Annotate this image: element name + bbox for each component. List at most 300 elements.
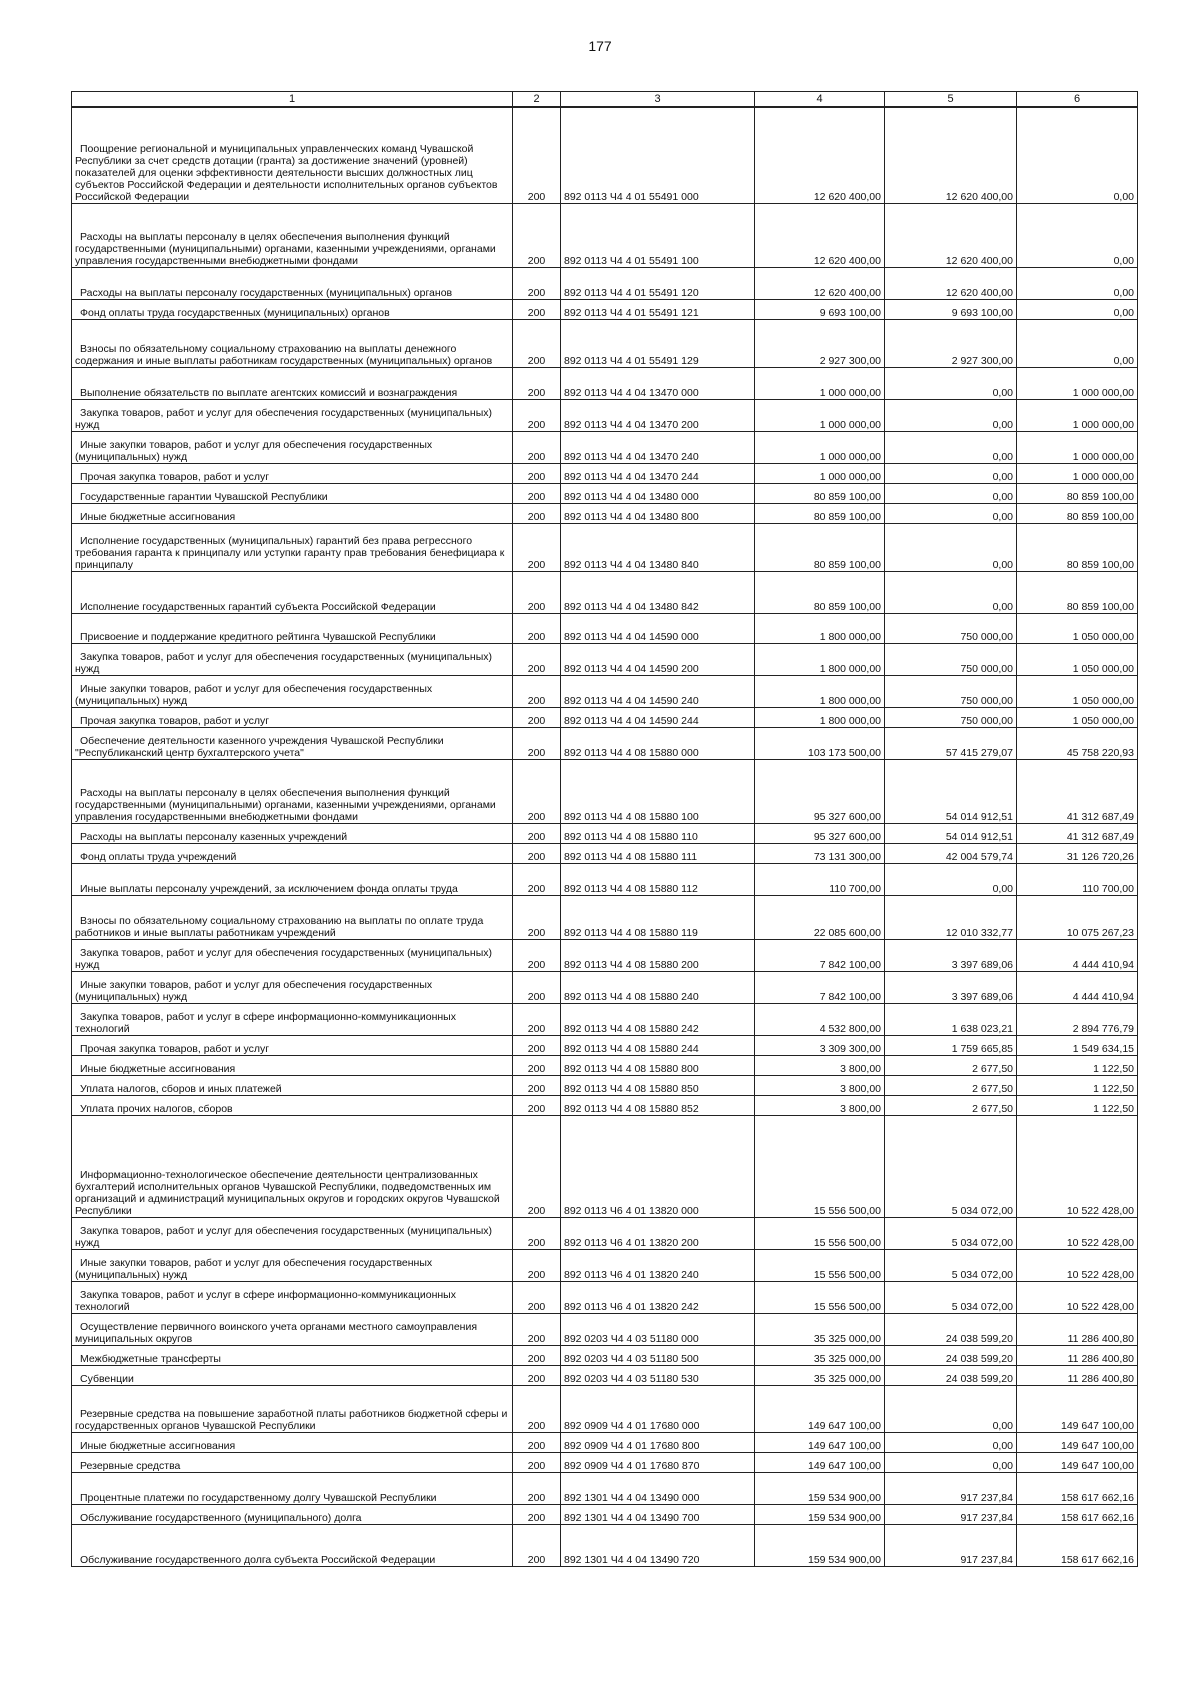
row-code-cell: 200 [513,613,561,643]
row-name-cell [72,299,513,319]
row-name-text: Иные закупки товаров, работ и услуг для обеспечения государственных (муниципальных) нужд [75,682,433,707]
row-remaining-cell: 1 050 000,00 [1017,675,1138,707]
row-kbk-cell: 892 0113 Ч4 4 04 14590 000 [561,613,755,643]
row-name-text: Обеспечение деятельности казенного учреждения Чувашской Республики "Республиканский центр бухгалтерского учета" [75,734,444,759]
row-executed-cell: 750 000,00 [885,675,1017,707]
row-approved-cell: 149 647 100,00 [755,1452,885,1472]
table-row [72,939,1138,971]
row-code-cell: 200 [513,675,561,707]
column-header: 6 [1017,92,1138,108]
row-kbk-cell: 892 0113 Ч4 4 04 13470 000 [561,367,755,399]
row-name-cell [72,107,513,203]
row-code-cell: 200 [513,1115,561,1217]
table-row [72,1524,1138,1566]
row-kbk-cell: 892 0203 Ч4 4 03 51180 500 [561,1345,755,1365]
row-approved-cell: 3 800,00 [755,1055,885,1075]
row-remaining-cell: 1 122,50 [1017,1095,1138,1115]
row-executed-cell: 0,00 [885,463,1017,483]
row-remaining-cell: 80 859 100,00 [1017,523,1138,571]
row-kbk-cell: 892 0113 Ч4 4 08 15880 800 [561,1055,755,1075]
row-name-cell [72,1472,513,1504]
column-header: 3 [561,92,755,108]
table-row [72,1055,1138,1075]
row-remaining-cell: 10 522 428,00 [1017,1249,1138,1281]
row-kbk-cell: 892 0113 Ч4 4 04 13480 000 [561,483,755,503]
column-header: 4 [755,92,885,108]
row-code-cell: 200 [513,319,561,367]
row-approved-cell: 1 000 000,00 [755,399,885,431]
row-kbk-cell: 892 0113 Ч4 4 08 15880 000 [561,727,755,759]
row-approved-cell: 12 620 400,00 [755,203,885,267]
row-remaining-cell: 149 647 100,00 [1017,1385,1138,1432]
row-kbk-cell: 892 0113 Ч6 4 01 13820 240 [561,1249,755,1281]
row-name-cell [72,1345,513,1365]
row-approved-cell: 3 800,00 [755,1095,885,1115]
row-name-text: Исполнение государственных гарантий субъекта Российской Федерации [80,600,436,613]
row-name-text: Закупка товаров, работ и услуг для обеспечения государственных (муниципальных) нужд [75,650,492,675]
row-executed-cell: 0,00 [885,399,1017,431]
row-name-text: Обслуживание государственного долга субъекта Российской Федерации [80,1553,436,1566]
row-code-cell: 200 [513,203,561,267]
row-code-cell: 200 [513,971,561,1003]
row-name-cell [72,643,513,675]
row-approved-cell: 95 327 600,00 [755,823,885,843]
table-row [72,299,1138,319]
row-approved-cell: 7 842 100,00 [755,971,885,1003]
row-executed-cell: 57 415 279,07 [885,727,1017,759]
row-remaining-cell: 80 859 100,00 [1017,571,1138,613]
row-name-text: Иные выплаты персоналу учреждений, за исключением фонда оплаты труда [80,882,458,895]
row-name-cell [72,1385,513,1432]
row-executed-cell: 1 638 023,21 [885,1003,1017,1035]
row-code-cell: 200 [513,1313,561,1345]
table-row [72,523,1138,571]
row-code-cell: 200 [513,895,561,939]
row-executed-cell: 0,00 [885,1452,1017,1472]
row-kbk-cell: 892 0203 Ч4 4 03 51180 530 [561,1365,755,1385]
row-kbk-cell: 892 0113 Ч4 4 08 15880 100 [561,759,755,823]
row-code-cell: 200 [513,843,561,863]
row-remaining-cell: 158 617 662,16 [1017,1524,1138,1566]
row-kbk-cell: 892 0113 Ч4 4 08 15880 850 [561,1075,755,1095]
row-name-text: Выполнение обязательств по выплате агентских комиссий и вознаграждения [80,386,458,399]
row-approved-cell: 3 800,00 [755,1075,885,1095]
row-name-text: Уплата прочих налогов, сборов [80,1102,233,1115]
table-row [72,503,1138,523]
row-kbk-cell: 892 0113 Ч4 4 01 55491 120 [561,267,755,299]
row-code-cell: 200 [513,267,561,299]
row-name-text: Резервные средства на повышение заработной платы работников бюджетной сферы и государственных органов Чувашской Республики [75,1407,508,1432]
row-remaining-cell: 1 122,50 [1017,1055,1138,1075]
row-name-cell [72,707,513,727]
table-row [72,483,1138,503]
row-remaining-cell: 1 549 634,15 [1017,1035,1138,1055]
row-code-cell: 200 [513,1055,561,1075]
row-approved-cell: 80 859 100,00 [755,571,885,613]
row-name-text: Прочая закупка товаров, работ и услуг [80,1042,270,1055]
row-code-cell: 200 [513,571,561,613]
row-name-cell [72,971,513,1003]
table-row [72,675,1138,707]
row-remaining-cell: 10 075 267,23 [1017,895,1138,939]
row-kbk-cell: 892 0113 Ч4 4 01 55491 100 [561,203,755,267]
row-executed-cell: 917 237,84 [885,1472,1017,1504]
row-name-cell [72,1504,513,1524]
row-name-text: Закупка товаров, работ и услуг для обеспечения государственных (муниципальных) нужд [75,946,492,971]
row-name-text: Информационно-технологическое обеспечение деятельности централизованных бухгалтерий исполнительных органов Чувашской Республики, подведомственных им организаций и администраций муниципальных округов и городских округов Чувашской Республики [75,1168,500,1217]
row-name-cell [72,1313,513,1345]
row-name-cell [72,367,513,399]
row-kbk-cell: 892 0113 Ч4 4 04 14590 200 [561,643,755,675]
row-remaining-cell: 4 444 410,94 [1017,971,1138,1003]
row-remaining-cell: 31 126 720,26 [1017,843,1138,863]
table-row [72,107,1138,203]
row-kbk-cell: 892 0909 Ч4 4 01 17680 870 [561,1452,755,1472]
row-executed-cell: 0,00 [885,571,1017,613]
row-kbk-cell: 892 0203 Ч4 4 03 51180 000 [561,1313,755,1345]
table-row [72,843,1138,863]
row-name-text: Фонд оплаты труда государственных (муниципальных) органов [80,306,390,319]
row-name-text: Закупка товаров, работ и услуг в сфере информационно-коммуникационных технологий [75,1010,456,1035]
row-name-cell [72,759,513,823]
row-executed-cell: 0,00 [885,431,1017,463]
row-code-cell: 200 [513,367,561,399]
table-row [72,319,1138,367]
row-remaining-cell: 1 122,50 [1017,1075,1138,1095]
table-header [72,92,1138,108]
row-name-cell [72,503,513,523]
row-kbk-cell: 892 0113 Ч4 4 08 15880 242 [561,1003,755,1035]
row-executed-cell: 2 927 300,00 [885,319,1017,367]
row-approved-cell: 1 000 000,00 [755,367,885,399]
row-remaining-cell: 1 000 000,00 [1017,463,1138,483]
row-name-text: Иные закупки товаров, работ и услуг для обеспечения государственных (муниципальных) нужд [75,438,433,463]
row-name-text: Расходы на выплаты персоналу в целях обеспечения выполнения функций государственными (муниципальными) органами, казенными учреждениями, органами управления государственными внебюджетными фондами [75,230,496,267]
row-code-cell: 200 [513,1385,561,1432]
page-number: 177 [588,38,612,54]
row-name-cell [72,1524,513,1566]
row-kbk-cell: 892 0113 Ч4 4 08 15880 852 [561,1095,755,1115]
row-remaining-cell: 80 859 100,00 [1017,483,1138,503]
row-remaining-cell: 110 700,00 [1017,863,1138,895]
table-row [72,1365,1138,1385]
row-name-text: Процентные платежи по государственному долгу Чувашской Республики [80,1491,437,1504]
row-name-text: Прочая закупка товаров, работ и услуг [80,714,270,727]
row-kbk-cell: 892 0113 Ч4 4 04 14590 244 [561,707,755,727]
row-executed-cell: 750 000,00 [885,643,1017,675]
row-name-cell [72,1055,513,1075]
row-approved-cell: 15 556 500,00 [755,1115,885,1217]
row-name-cell [72,727,513,759]
row-code-cell: 200 [513,759,561,823]
row-name-text: Взносы по обязательному социальному страхованию на выплаты по оплате труда работников и иные выплаты работникам учреждений [75,914,484,939]
row-executed-cell: 12 010 332,77 [885,895,1017,939]
row-code-cell: 200 [513,1075,561,1095]
table-row [72,1003,1138,1035]
table-row [72,1115,1138,1217]
row-code-cell: 200 [513,1095,561,1115]
row-approved-cell: 149 647 100,00 [755,1385,885,1432]
row-kbk-cell: 892 1301 Ч4 4 04 13490 720 [561,1524,755,1566]
row-code-cell: 200 [513,463,561,483]
row-name-cell [72,675,513,707]
table-row [72,399,1138,431]
row-executed-cell: 12 620 400,00 [885,107,1017,203]
row-name-cell [72,1115,513,1217]
row-code-cell: 200 [513,1281,561,1313]
row-remaining-cell: 80 859 100,00 [1017,503,1138,523]
row-name-text: Государственные гарантии Чувашской Республики [80,490,328,503]
row-executed-cell: 0,00 [885,523,1017,571]
row-remaining-cell: 1 050 000,00 [1017,643,1138,675]
row-kbk-cell: 892 1301 Ч4 4 04 13490 700 [561,1504,755,1524]
row-executed-cell: 54 014 912,51 [885,823,1017,843]
row-name-text: Межбюджетные трансферты [80,1352,221,1365]
row-name-text: Исполнение государственных (муниципальных) гарантий без права регрессного требования гаранта к принципалу или уступки гаранту прав требования бенефициара к принципалу [75,534,505,571]
table-row [72,1452,1138,1472]
row-kbk-cell: 892 0113 Ч4 4 04 13480 842 [561,571,755,613]
row-name-cell [72,939,513,971]
row-approved-cell: 35 325 000,00 [755,1345,885,1365]
row-code-cell: 200 [513,1003,561,1035]
row-code-cell: 200 [513,863,561,895]
row-name-cell [72,1249,513,1281]
row-executed-cell: 0,00 [885,863,1017,895]
row-name-cell [72,1281,513,1313]
row-approved-cell: 1 800 000,00 [755,613,885,643]
row-remaining-cell: 1 050 000,00 [1017,613,1138,643]
row-name-text: Обслуживание государственного (муниципального) долга [80,1511,362,1524]
row-remaining-cell: 41 312 687,49 [1017,759,1138,823]
row-name-cell [72,1003,513,1035]
table-row [72,431,1138,463]
row-remaining-cell: 10 522 428,00 [1017,1281,1138,1313]
row-name-text: Уплата налогов, сборов и иных платежей [80,1082,282,1095]
row-remaining-cell: 149 647 100,00 [1017,1452,1138,1472]
table-row [72,1075,1138,1095]
row-name-text: Резервные средства [80,1459,181,1472]
row-kbk-cell: 892 0113 Ч4 4 08 15880 200 [561,939,755,971]
row-remaining-cell: 0,00 [1017,203,1138,267]
row-code-cell: 200 [513,523,561,571]
row-kbk-cell: 892 0113 Ч4 4 08 15880 240 [561,971,755,1003]
row-kbk-cell: 892 1301 Ч4 4 04 13490 000 [561,1472,755,1504]
table-row [72,203,1138,267]
row-name-cell [72,571,513,613]
row-name-text: Иные бюджетные ассигнования [80,1439,236,1452]
row-code-cell: 200 [513,299,561,319]
row-kbk-cell: 892 0113 Ч4 4 04 14590 240 [561,675,755,707]
row-approved-cell: 1 800 000,00 [755,643,885,675]
table-row [72,463,1138,483]
row-name-cell [72,1365,513,1385]
row-code-cell: 200 [513,643,561,675]
row-remaining-cell: 10 522 428,00 [1017,1115,1138,1217]
row-name-cell [72,431,513,463]
row-executed-cell: 1 759 665,85 [885,1035,1017,1055]
row-executed-cell: 9 693 100,00 [885,299,1017,319]
row-name-cell [72,843,513,863]
row-executed-cell: 3 397 689,06 [885,971,1017,1003]
row-remaining-cell: 4 444 410,94 [1017,939,1138,971]
row-executed-cell: 5 034 072,00 [885,1217,1017,1249]
row-executed-cell: 2 677,50 [885,1055,1017,1075]
table-row [72,1313,1138,1345]
table-row [72,613,1138,643]
row-approved-cell: 95 327 600,00 [755,759,885,823]
row-name-cell [72,895,513,939]
row-approved-cell: 149 647 100,00 [755,1432,885,1452]
row-approved-cell: 80 859 100,00 [755,503,885,523]
row-remaining-cell: 11 286 400,80 [1017,1313,1138,1345]
row-remaining-cell: 11 286 400,80 [1017,1345,1138,1365]
row-approved-cell: 9 693 100,00 [755,299,885,319]
table-row [72,571,1138,613]
table-row [72,1504,1138,1524]
table-row [72,267,1138,299]
row-name-cell [72,1217,513,1249]
row-executed-cell: 750 000,00 [885,613,1017,643]
row-approved-cell: 7 842 100,00 [755,939,885,971]
row-name-cell [72,399,513,431]
row-approved-cell: 80 859 100,00 [755,523,885,571]
row-approved-cell: 35 325 000,00 [755,1313,885,1345]
row-remaining-cell: 0,00 [1017,267,1138,299]
row-code-cell: 200 [513,1345,561,1365]
row-kbk-cell: 892 0113 Ч4 4 04 13480 800 [561,503,755,523]
row-code-cell: 200 [513,1217,561,1249]
row-remaining-cell: 0,00 [1017,299,1138,319]
table-row [72,1095,1138,1115]
row-approved-cell: 1 800 000,00 [755,675,885,707]
row-code-cell: 200 [513,823,561,843]
row-executed-cell: 2 677,50 [885,1095,1017,1115]
row-kbk-cell: 892 0113 Ч4 4 01 55491 000 [561,107,755,203]
row-kbk-cell: 892 0113 Ч4 4 08 15880 119 [561,895,755,939]
table-row [72,863,1138,895]
table-row [72,759,1138,823]
row-executed-cell: 0,00 [885,1385,1017,1432]
row-remaining-cell: 2 894 776,79 [1017,1003,1138,1035]
table-row [72,643,1138,675]
table-row [72,823,1138,843]
row-approved-cell: 1 000 000,00 [755,431,885,463]
row-remaining-cell: 158 617 662,16 [1017,1504,1138,1524]
row-code-cell: 200 [513,1365,561,1385]
row-name-cell [72,463,513,483]
row-approved-cell: 15 556 500,00 [755,1249,885,1281]
row-executed-cell: 24 038 599,20 [885,1313,1017,1345]
row-name-cell [72,1095,513,1115]
row-kbk-cell: 892 0113 Ч4 4 08 15880 110 [561,823,755,843]
table-row [72,367,1138,399]
row-name-text: Прочая закупка товаров, работ и услуг [80,470,270,483]
row-executed-cell: 24 038 599,20 [885,1345,1017,1365]
row-name-text: Закупка товаров, работ и услуг в сфере информационно-коммуникационных технологий [75,1288,456,1313]
row-code-cell: 200 [513,503,561,523]
row-executed-cell: 917 237,84 [885,1504,1017,1524]
row-name-text: Осуществление первичного воинского учета органами местного самоуправления муниципальных округов [75,1320,478,1345]
row-remaining-cell: 0,00 [1017,107,1138,203]
row-name-text: Иные бюджетные ассигнования [80,510,236,523]
table-row [72,1385,1138,1432]
row-kbk-cell: 892 0909 Ч4 4 01 17680 000 [561,1385,755,1432]
row-name-cell [72,319,513,367]
row-code-cell: 200 [513,1504,561,1524]
row-name-cell [72,613,513,643]
table-row [72,971,1138,1003]
row-kbk-cell: 892 0113 Ч4 4 01 55491 129 [561,319,755,367]
row-kbk-cell: 892 0113 Ч4 4 08 15880 111 [561,843,755,863]
row-name-text: Закупка товаров, работ и услуг для обеспечения государственных (муниципальных) нужд [75,406,492,431]
row-remaining-cell: 10 522 428,00 [1017,1217,1138,1249]
row-kbk-cell: 892 0113 Ч6 4 01 13820 200 [561,1217,755,1249]
row-executed-cell: 5 034 072,00 [885,1115,1017,1217]
row-code-cell: 200 [513,727,561,759]
row-executed-cell: 24 038 599,20 [885,1365,1017,1385]
row-code-cell: 200 [513,483,561,503]
row-kbk-cell: 892 0909 Ч4 4 01 17680 800 [561,1432,755,1452]
row-approved-cell: 1 800 000,00 [755,707,885,727]
row-name-cell [72,1432,513,1452]
row-kbk-cell: 892 0113 Ч6 4 01 13820 242 [561,1281,755,1313]
row-name-cell [72,267,513,299]
row-code-cell: 200 [513,107,561,203]
row-approved-cell: 103 173 500,00 [755,727,885,759]
column-header: 1 [72,92,513,108]
table-row [72,1281,1138,1313]
row-executed-cell: 12 620 400,00 [885,267,1017,299]
row-approved-cell: 2 927 300,00 [755,319,885,367]
row-name-text: Взносы по обязательному социальному страхованию на выплаты денежного содержания и иные выплаты работникам государственных (муниципальных) органов [75,342,493,367]
row-approved-cell: 35 325 000,00 [755,1365,885,1385]
row-approved-cell: 15 556 500,00 [755,1217,885,1249]
row-approved-cell: 4 532 800,00 [755,1003,885,1035]
row-executed-cell: 2 677,50 [885,1075,1017,1095]
row-executed-cell: 12 620 400,00 [885,203,1017,267]
row-executed-cell: 5 034 072,00 [885,1249,1017,1281]
row-code-cell: 200 [513,1452,561,1472]
row-remaining-cell: 1 050 000,00 [1017,707,1138,727]
table-row [72,895,1138,939]
row-code-cell: 200 [513,1035,561,1055]
row-remaining-cell: 11 286 400,80 [1017,1365,1138,1385]
row-executed-cell: 0,00 [885,483,1017,503]
table-row [72,1432,1138,1452]
row-name-text: Расходы на выплаты персоналу казенных учреждений [80,830,348,843]
row-name-cell [72,203,513,267]
row-executed-cell: 917 237,84 [885,1524,1017,1566]
row-name-cell [72,823,513,843]
column-header: 5 [885,92,1017,108]
row-remaining-cell: 158 617 662,16 [1017,1472,1138,1504]
table-row [72,1035,1138,1055]
table-body [72,107,1138,1566]
row-name-cell [72,523,513,571]
row-approved-cell: 3 309 300,00 [755,1035,885,1055]
row-approved-cell: 12 620 400,00 [755,107,885,203]
row-remaining-cell: 0,00 [1017,319,1138,367]
table-row [72,707,1138,727]
row-name-cell [72,1075,513,1095]
row-code-cell: 200 [513,1432,561,1452]
row-approved-cell: 73 131 300,00 [755,843,885,863]
row-remaining-cell: 1 000 000,00 [1017,431,1138,463]
table-row [72,1249,1138,1281]
row-executed-cell: 0,00 [885,1432,1017,1452]
row-approved-cell: 159 534 900,00 [755,1472,885,1504]
row-approved-cell: 159 534 900,00 [755,1524,885,1566]
